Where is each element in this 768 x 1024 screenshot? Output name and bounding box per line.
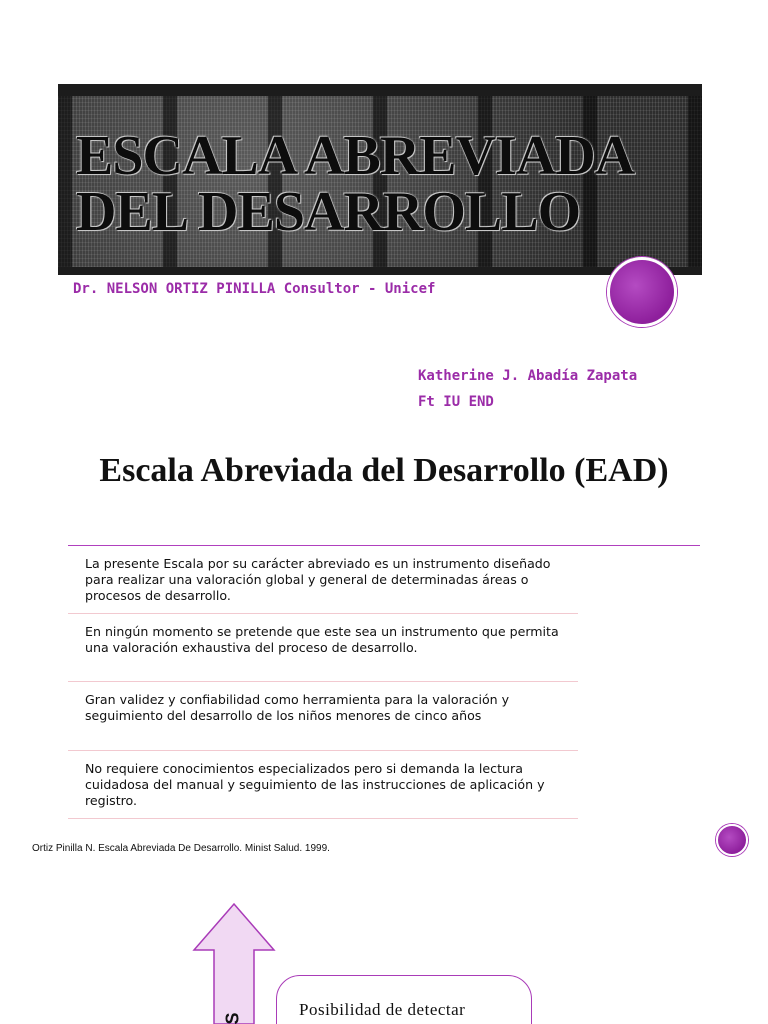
vertical-label-text: S [222,1012,243,1024]
list-separator [68,750,578,751]
list-item: En ningún momento se pretende que este sea un instrumento que permita una valoración exhaustiva del proceso de desarrollo. [85,624,559,655]
title-line-1: ESCALA ABREVIADA [76,125,635,187]
slide-title: Escala Abreviada del Desarrollo (EAD) [99,452,669,489]
decorative-circle-small [716,824,748,856]
rounded-text-box [276,975,532,1024]
list-separator [68,818,578,819]
list-item: Gran validez y confiabilidad como herramienta para la valoración y seguimiento del desarrollo de los niños menores de cinco años [85,692,510,723]
banner-bottom-edge [58,267,702,275]
vertical-label [221,1002,245,1024]
presentation-title [76,125,696,243]
box-text: Posibilidad de detectar [299,1000,466,1019]
list-separator [68,613,578,614]
citation: Ortiz Pinilla N. Escala Abreviada De Desarrollo. Minist Salud. 1999. [32,843,330,854]
list-item: No requiere conocimientos especializados pero si demanda la lectura cuidadosa del manual y seguimiento de las instrucciones de aplicación y registro. [85,761,545,808]
list-separator [68,681,578,682]
presentation-subtitle: Dr. NELSON ORTIZ PINILLA Consultor - Unicef [73,281,436,297]
list-item: La presente Escala por su carácter abreviado es un instrumento diseñado para realizar una valoración global y general de determinadas áreas o procesos de desarrollo. [85,556,551,603]
banner-top-edge [58,84,702,96]
title-divider [68,545,700,546]
author-name: Katherine J. Abadía Zapata [418,368,638,384]
title-banner [58,84,702,275]
decorative-circle-large [607,257,677,327]
title-line-2: DEL DESARROLLO [76,181,581,243]
author-role: Ft IU END [418,394,494,410]
